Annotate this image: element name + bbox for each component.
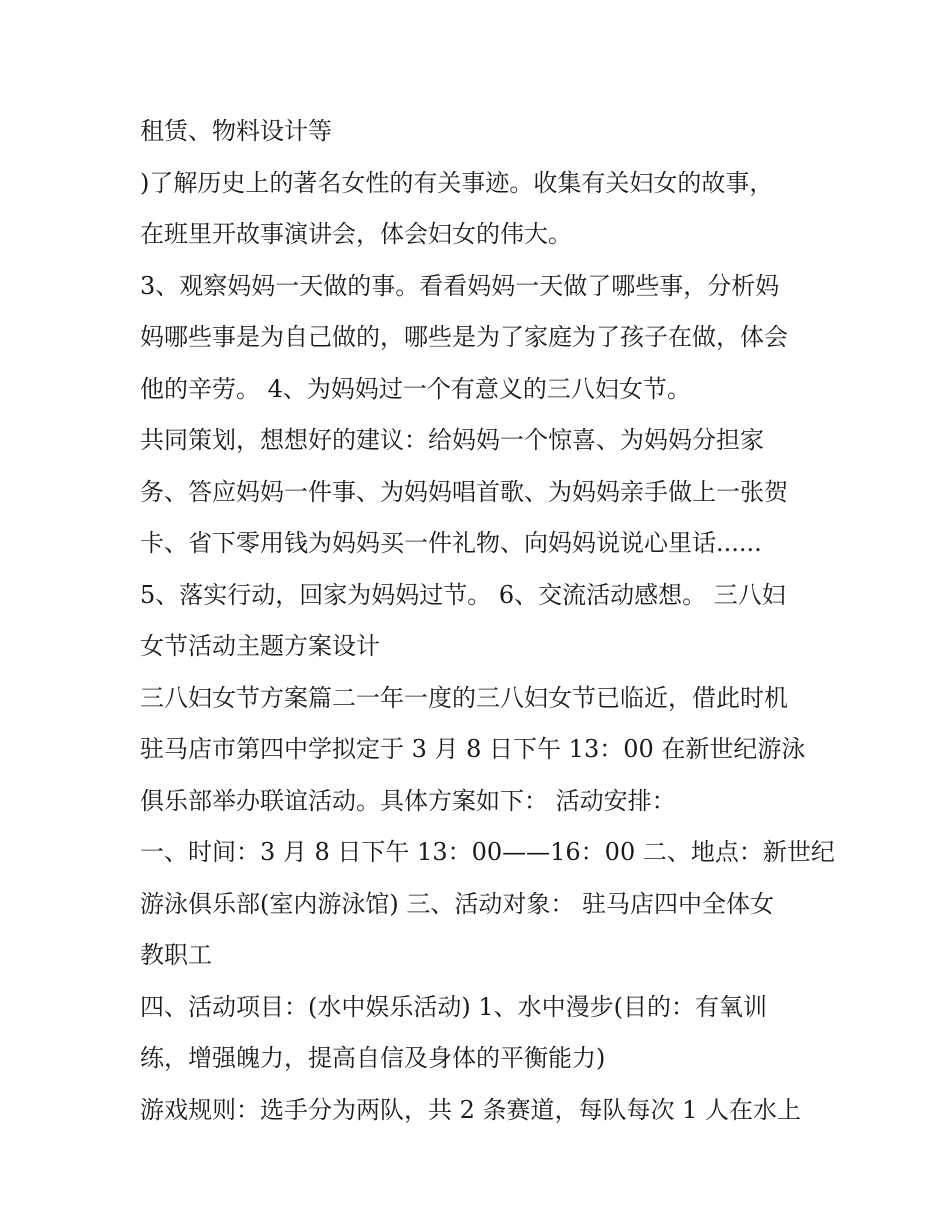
text-line: 卡、省下零用钱为妈妈买一件礼物、向妈妈说说心里话...... [140, 529, 762, 557]
text-line: )了解历史上的著名女性的有关事迹。收集有关妇女的故事， [140, 168, 774, 197]
text-line: 三八妇女节方案篇二一年一度的三八妇女节已临近，借此时机 [140, 683, 788, 712]
text-line: 游泳俱乐部(室内游泳馆) 三、活动对象： 驻马店四中全体女 [140, 889, 774, 918]
document-body [140, 106, 835, 1136]
text-line: 四、活动项目：(水中娱乐活动) 1、水中漫步(目的：有氧训 [140, 992, 767, 1021]
text-line: 俱乐部举办联谊活动。具体方案如下： 活动安排： [140, 786, 676, 815]
text-line: 务、答应妈妈一件事、为妈妈唱首歌、为妈妈亲手做上一张贺 [140, 477, 788, 506]
text-line: 5、落实行动，回家为妈妈过节。 6、交流活动感想。 三八妇 [140, 580, 786, 609]
text-line: 游戏规则：选手分为两队，共 2 条赛道，每队每次 1 人在水上 [140, 1095, 802, 1124]
text-line: 在班里开故事演讲会，体会妇女的伟大。 [140, 220, 572, 248]
text-line: 3、观察妈妈一天做的事。看看妈妈一天做了哪些事，分析妈 [140, 271, 780, 300]
text-line: 共同策划，想想好的建议：给妈妈一个惊喜、为妈妈分担家 [140, 426, 764, 454]
text-line: 租赁、物料设计等 [140, 117, 332, 145]
text-line: 教职工 [140, 941, 212, 969]
text-line: 女节活动主题方案设计 [140, 632, 380, 660]
text-line: 妈哪些事是为自己做的，哪些是为了家庭为了孩子在做，体会 [140, 323, 788, 351]
text-line: 一、时间：3 月 8 日下午 13：00——16：00 二、地点：新世纪 [140, 838, 835, 866]
text-line: 驻马店市第四中学拟定于 3 月 8 日下午 13：00 在新世纪游泳 [140, 735, 806, 763]
text-line: 练，增强魄力，提高自信及身体的平衡能力) [140, 1044, 606, 1072]
text-line: 他的辛劳。 4、为妈妈过一个有意义的三八妇女节。 [140, 374, 691, 403]
